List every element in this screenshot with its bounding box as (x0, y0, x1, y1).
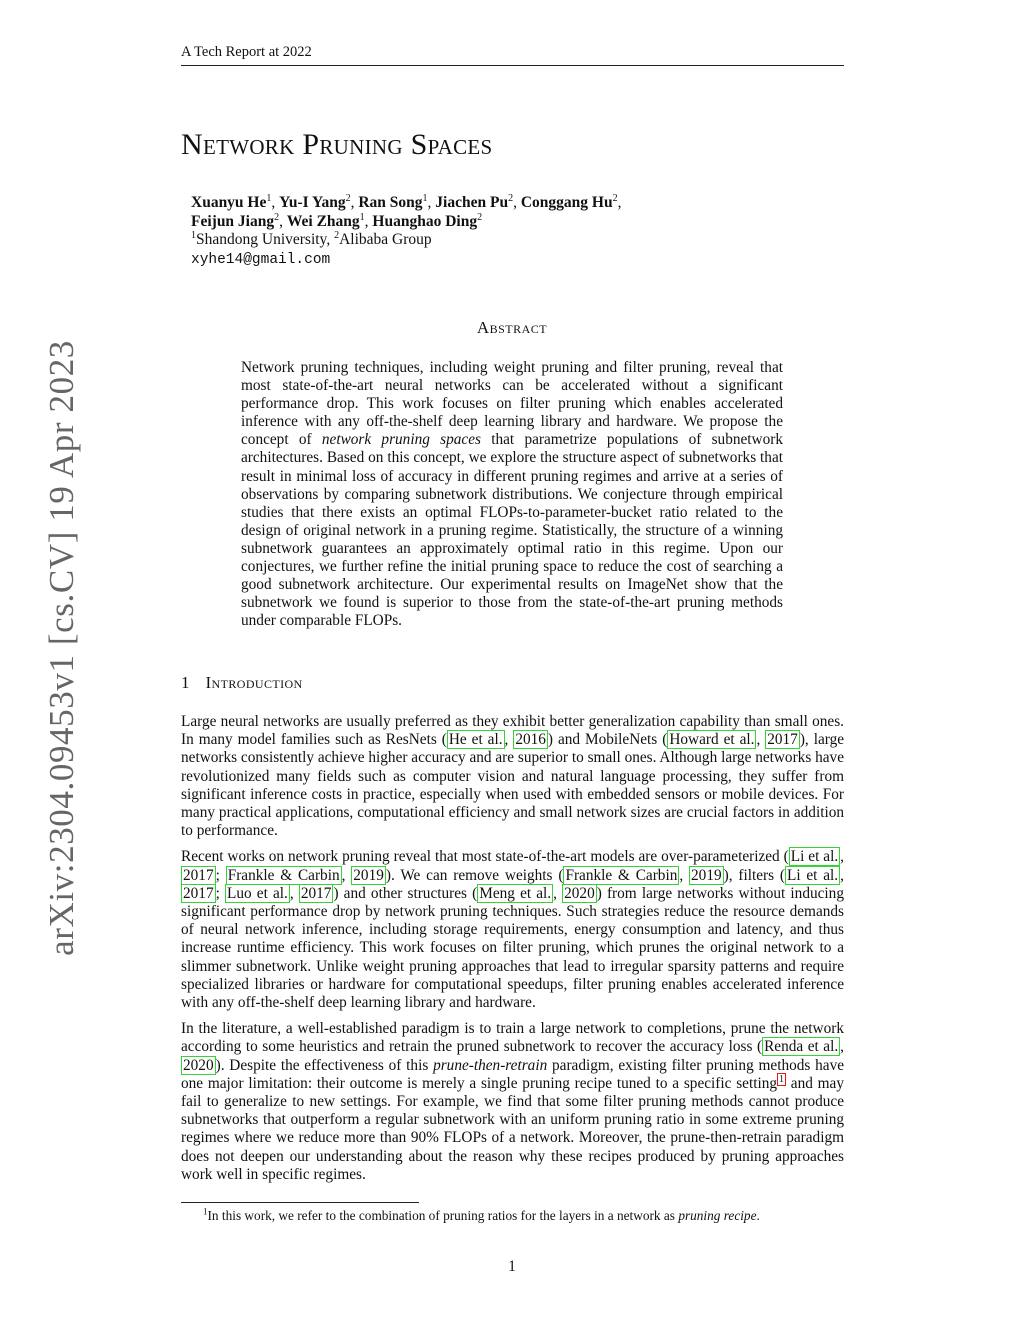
citation-link[interactable]: 2019 (691, 866, 722, 884)
author-name: Huanghao Ding (372, 213, 478, 230)
paper-title: Network Pruning Spaces (181, 128, 493, 161)
introduction-body (181, 713, 844, 1192)
citation-link[interactable]: 2020 (183, 1056, 214, 1074)
page-number: 1 (508, 1258, 516, 1275)
citation-link[interactable]: Li et al. (786, 866, 839, 884)
paragraph: Recent works on network pruning reveal that most state-of-the-art models are over-parameterized ( Li et al. , 2017 ; Frankle & Carbin , 2019 ). We can remove weights ( Frankle & Carbin , 2019 ), filters ( Li et al. , 2017 ; Luo et al. , 2017 ) and other structures ( Meng et al. , 2020 ) from large networks without inducing significant performance drop by network pruning techniques. Such strategies reduce the resource demands of neural network inference, including storage requirements, energy consumption and latency, and thus increase runtime efficiency. This work focuses on filter pruning, which prunes the original network to a slimmer subnetwork. Unlike weight pruning approaches that lead to irregular sparsity patterns and require specialized libraries or hardware for computational speedups, filter pruning enables accelerated inference with any off-the-shelf deep learning library and hardware. (181, 848, 844, 1012)
citation-link[interactable]: He et al. (448, 731, 503, 749)
citation-link[interactable]: Howard et al. (669, 731, 755, 749)
citation-link[interactable]: 2016 (515, 731, 546, 749)
author-name: Xuanyu He (191, 194, 267, 211)
footnote: $^1$In this work, we refer to the combination of pruning ratios for the layers in a network as pruning recipe. (203, 1206, 760, 1223)
citation-link[interactable]: 2017 (300, 884, 332, 902)
author-name: Feijun Jiang (191, 213, 275, 230)
paragraph: Large neural networks are usually preferred as they exhibit better generalization capability than small ones. In many model families such as ResNets ( He et al. , 2016 ) and MobileNets ( Howard et al. , 2017 ), large networks consistently achieve higher accuracy and are superior to small ones. Although large networks have revolutionized many fields such as computer vision and natural language processing, they suffer from significant inference costs in practice, especially when used with embedded sensors or mobile devices. For many practical applications, computational efficiency and small network sizes are crucial factors in addition to performance. (181, 713, 845, 840)
author-name: Wei Zhang (286, 213, 360, 230)
footnote-rule (181, 1202, 419, 1203)
author-name: Yu-I Yang (279, 194, 346, 211)
author-name: Ran Song (358, 194, 423, 211)
abstract-body: Network pruning techniques, including weight pruning and filter pruning, reveal that most state-of-the-art neural networks can be accelerated without a significant performance drop. This work focuses on filter pruning which enables accelerated inference with any off-the-shelf deep learning library and hardware. We propose the concept of network pruning spaces that parametrize populations of subnetwork architectures. Based on this concept, we explore the structure aspect of subnetworks that result in minimal loss of accuracy in different pruning regimes and arrive at a series of observations by comparing subnetwork distributions. We conjecture through empirical studies that there exists an optimal FLOPs-to-parameter-bucket ratio related to the design of original network in a pruning regime. Statistically, the structure of a winning subnetwork guarantees an approximately optimal ratio in this regime. Upon our conjectures, we further refine the initial pruning space to reduce the cost of searching a good subnetwork architecture. Our experimental results on ImageNet show that the subnetwork we found is superior to those from the state-of-the-art pruning methods under comparable FLOPs. (241, 359, 783, 630)
citation-link[interactable]: Meng et al. (479, 884, 552, 902)
author-list: Xuanyu He$^1$, Yu-I Yang$^2$, Ran Song$^1$, Jiachen Pu$^2$, Conggang Hu$^2$, Feijun Jiang$^2$, Wei Zhang$^1$, Huanghao Ding$^2$ (191, 192, 622, 230)
citation-link[interactable]: Frankle & Carbin (565, 866, 678, 884)
paragraph: In the literature, a well-established paradigm is to train a large network to completions, prune the network according to some heuristics and retrain the pruned subnetwork to recover the accuracy loss ( Renda et al. , 2020 ). Despite the effectiveness of this prune-then-retrain paradigm, existing filter pruning methods have one major limitation: their outcome is merely a single pruning recipe tuned to a specific setting $^1$ and may fail to generalize to new settings. For example, we find that some filter pruning methods cannot produce subnetworks that outperform a regular subnetwork with an uniform pruning ratio in some extreme pruning regimes where we reduce more than 90% FLOPs of a network. Moreover, the prune-then-retrain paradigm does not deepen our understanding about the reason why these recipes produced by pruning approaches work well in specific regimes. (181, 1020, 845, 1183)
citation-link[interactable]: Renda et al. (764, 1038, 839, 1056)
abstract-heading: Abstract (476, 318, 548, 337)
citation-link[interactable]: 2020 (564, 884, 595, 902)
contact-email[interactable]: xyhe14@gmail.com (191, 252, 331, 268)
author-name: Conggang Hu (520, 194, 613, 211)
footnote-link[interactable]: 1 (779, 1073, 784, 1085)
header-rule (181, 65, 844, 66)
citation-link[interactable]: 2017 (767, 731, 798, 749)
citation-link[interactable]: 2017 (183, 884, 214, 902)
citation-link[interactable]: 2019 (353, 866, 384, 884)
arxiv-identifier-stamp: arXiv:2304.09453v1 [cs.CV] 19 Apr 2023 (42, 340, 81, 956)
citation-link[interactable]: Frankle & Carbin (227, 866, 340, 884)
affiliations: $^1$Shandong University, $^2$Alibaba Group (191, 229, 432, 248)
running-header: A Tech Report at 2022 (181, 44, 312, 60)
section-heading: 1 Introduction (181, 673, 303, 692)
citation-link[interactable]: 2017 (183, 866, 214, 884)
author-name: Jiachen Pu (435, 194, 509, 211)
citation-link[interactable]: Li et al. (790, 848, 839, 866)
citation-link[interactable]: Luo et al. (227, 884, 288, 902)
